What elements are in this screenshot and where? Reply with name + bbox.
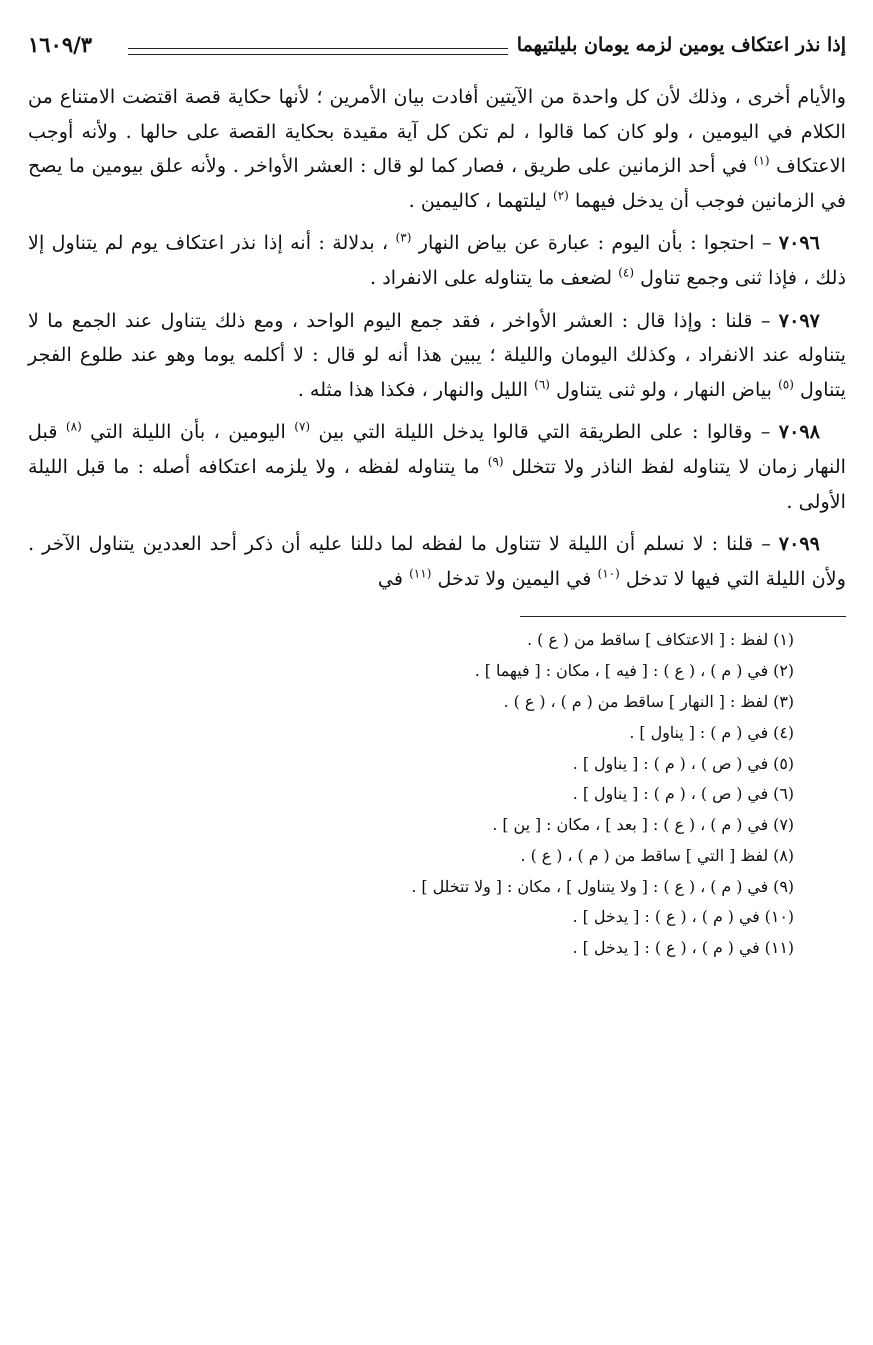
header-double-rule (128, 48, 508, 55)
footnote-item: (٥) في ( ص ) ، ( م ) : [ يناول ] . (572, 753, 794, 773)
header-title: إذا نذر اعتكاف يومين لزمه يومان بليلتيهما (516, 34, 846, 56)
paragraph-1 (28, 80, 846, 218)
paragraph-7099 (28, 527, 846, 596)
footnote-item: (٤) في ( م ) : [ يناول ] . (629, 722, 794, 742)
running-header (28, 34, 846, 66)
footnotes (28, 625, 846, 964)
paragraph-7097 (28, 304, 846, 408)
footnote-separator (520, 616, 846, 617)
paragraph-text: – وقالوا : على الطريقة التي قالوا يدخل الليلة التي بين $^{(٧)}$ اليومين ، بأن الليلة التي $^{(٨)}$ قبل النهار زمان لا يتناوله لفظ الناذر ولا تتخلل $^{(٩)}$ ما يتناوله لفظه ، ولا يلزمه اعتكافه أصله : ما قبل الليلة الأولى . (28, 419, 846, 513)
footnote-item: (٣) لفظ : [ النهار ] ساقط من ( م ) ، ( ع ) . (503, 691, 794, 711)
paragraph-text: – احتجوا : بأن اليوم : عبارة عن بياض النهار $^{(٣)}$ ، بدلالة : أنه إذا نذر اعتكاف يوم لم يتناول إلا ذلك ، فإذا ثنى وجمع تناول $^{(٤)}$ لضعف ما يتناوله على الانفراد . (28, 230, 846, 289)
footnote-item: (٩) في ( م ) ، ( ع ) : [ ولا يتناول ] ، مكان : [ ولا تتخلل ] . (411, 876, 794, 896)
footnote-item: (١٠) في ( م ) ، ( ع ) : [ يدخل ] . (572, 907, 794, 927)
footnote-item: (١١) في ( م ) ، ( ع ) : [ يدخل ] . (572, 938, 794, 958)
footnote-item: (٨) لفظ [ التي ] ساقط من ( م ) ، ( ع ) . (520, 845, 794, 865)
footnote-item: (٢) في ( م ) ، ( ع ) : [ فيه ] ، مكان : [ فيهما ] . (474, 661, 794, 681)
paragraph-text: – قلنا : لا نسلم أن الليلة لا تتناول ما لفظه لما دللنا عليه أن ذكر أحد العددين يتناول الآخر . ولأن الليلة التي فيها لا تدخل $^{(١٠)}$ في اليمين ولا تدخل $^{(١١)}$ في (28, 532, 846, 590)
footnote-item: (١) لفظ : [ الاعتكاف ] ساقط من ( ع ) . (527, 630, 794, 650)
document-page (28, 34, 846, 964)
paragraph-7098 (28, 415, 846, 519)
footnote-item: (٧) في ( م ) ، ( ع ) : [ بعد ] ، مكان : [ ين ] . (492, 815, 794, 835)
paragraph-number: ٧٠٩٩ (778, 532, 820, 556)
paragraph-number: ٧٠٩٨ (778, 420, 821, 444)
paragraph-7096 (28, 226, 846, 295)
main-text (28, 80, 846, 596)
paragraph-number: ٧٠٩٦ (778, 231, 820, 255)
paragraph-text: – قلنا : وإذا قال : العشر الأواخر ، فقد جمع اليوم الواحد ، ومع ذلك يتناول عند الجمع ما لا يتناوله عند الانفراد ، وكذلك اليومان والليلة ؛ يبين هذا أنه لو قال : لا أكلمه يوما وهو عند طلوع الفجر يتناول $^{(٥)}$ بياض النهار ، ولو ثنى يتناول $^{(٦)}$ الليل والنهار ، فكذا هذا مثله . (28, 308, 846, 401)
page-number: ١٦٠٩/٣ (28, 32, 93, 57)
paragraph-number: ٧٠٩٧ (778, 308, 820, 332)
paragraph-text: والأيام أخرى ، وذلك لأن كل واحدة من الآيتين أفادت بيان الأمرين ؛ لأنها حكاية قصة اقتضت الامتناع من الكلام في اليومين ، ولو كان كما قالوا ، لم تكن كل آية مقيدة بحكاية القصة على حالها . ولأنه أوجب الاعتكاف $^{(١)}$ في أحد الزمانين على طريق ، فصار كما لو قال : العشر الأواخر . ولأنه علق بيومين ما يصح في الزمانين فوجب أن يدخل فيهما $^{(٢)}$ ليلتهما ، كاليمين . (28, 85, 846, 212)
footnote-item: (٦) في ( ص ) ، ( م ) : [ يناول ] . (572, 784, 794, 804)
